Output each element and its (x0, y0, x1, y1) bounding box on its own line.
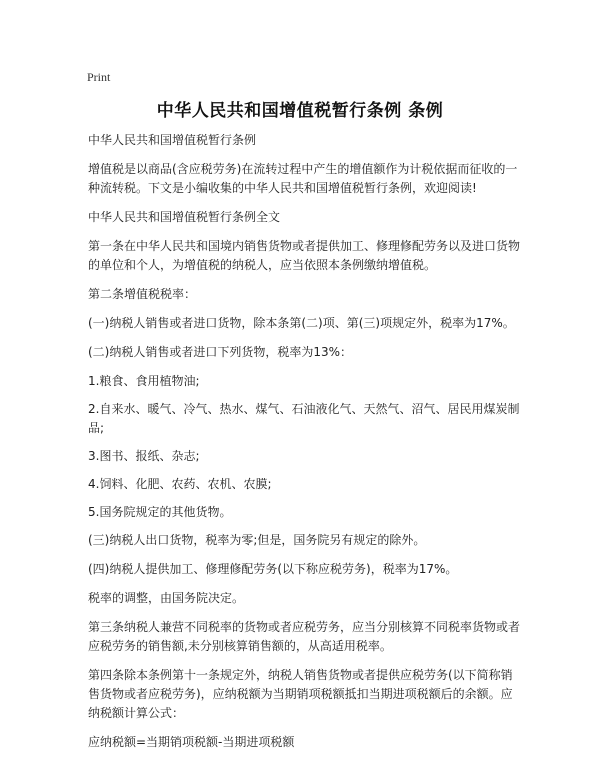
paragraph-item-2: 2.自来水、暖气、冷气、热水、煤气、石油液化气、天然气、沼气、居民用煤炭制品; (88, 402, 520, 435)
paragraph-rate-4: (四)纳税人提供加工、修理修配劳务(以下称应税劳务)，税率为17%。 (88, 562, 458, 576)
paragraph-subtitle: 中华人民共和国增值税暂行条例 (88, 133, 257, 147)
paragraph-formula: 应纳税额=当期销项税额-当期进项税额 (88, 735, 295, 749)
paragraph-item-3: 3.图书、报纸、杂志; (88, 449, 200, 463)
paragraph-article-3: 第三条纳税人兼营不同税率的货物或者应税劳务，应当分别核算不同税率货物或者应税劳务的销售额,未分别核算销售额的，从高适用税率。 (88, 620, 521, 653)
paragraph-rate-adjustment: 税率的调整，由国务院决定。 (88, 591, 245, 605)
paragraph-article-4: 第四条除本条例第十一条规定外，纳税人销售货物或者提供应税劳务(以下简称销售货物或者应税劳务)，应纳税额为当期销项税额抵扣当期进项税额后的余额。应纳税额计算公式： (88, 668, 513, 720)
paragraph-rate-2: (二)纳税人销售或者进口下列货物，税率为13%： (88, 345, 353, 359)
document-body (88, 131, 520, 762)
paragraph-item-1: 1.粮食、食用植物油; (88, 374, 200, 388)
paragraph-fulltext-heading: 中华人民共和国增值税暂行条例全文 (88, 210, 281, 224)
paragraph-item-5: 5.国务院规定的其他货物。 (88, 505, 232, 519)
print-label: Print (87, 70, 111, 84)
paragraph-article-1: 第一条在中华人民共和国境内销售货物或者提供加工、修理修配劳务以及进口货物的单位和个人，为增值税的纳税人，应当依照本条例缴纳增值税。 (88, 239, 521, 272)
paragraph-article-2: 第二条增值税税率： (88, 287, 197, 301)
paragraph-intro: 增值税是以商品(含应税劳务)在流转过程中产生的增值额作为计税依据而征收的一种流转税。下文是小编收集的中华人民共和国增值税暂行条例，欢迎阅读! (88, 162, 518, 195)
paragraph-rate-1: (一)纳税人销售或者进口货物，除本条第(二)项、第(三)项规定外，税率为17%。 (88, 316, 515, 330)
page-title: 中华人民共和国增值税暂行条例 条例 (156, 101, 444, 121)
paragraph-rate-3: (三)纳税人出口货物，税率为零;但是，国务院另有规定的除外。 (88, 533, 426, 547)
paragraph-item-4: 4.饲料、化肥、农药、农机、农膜; (88, 477, 272, 491)
